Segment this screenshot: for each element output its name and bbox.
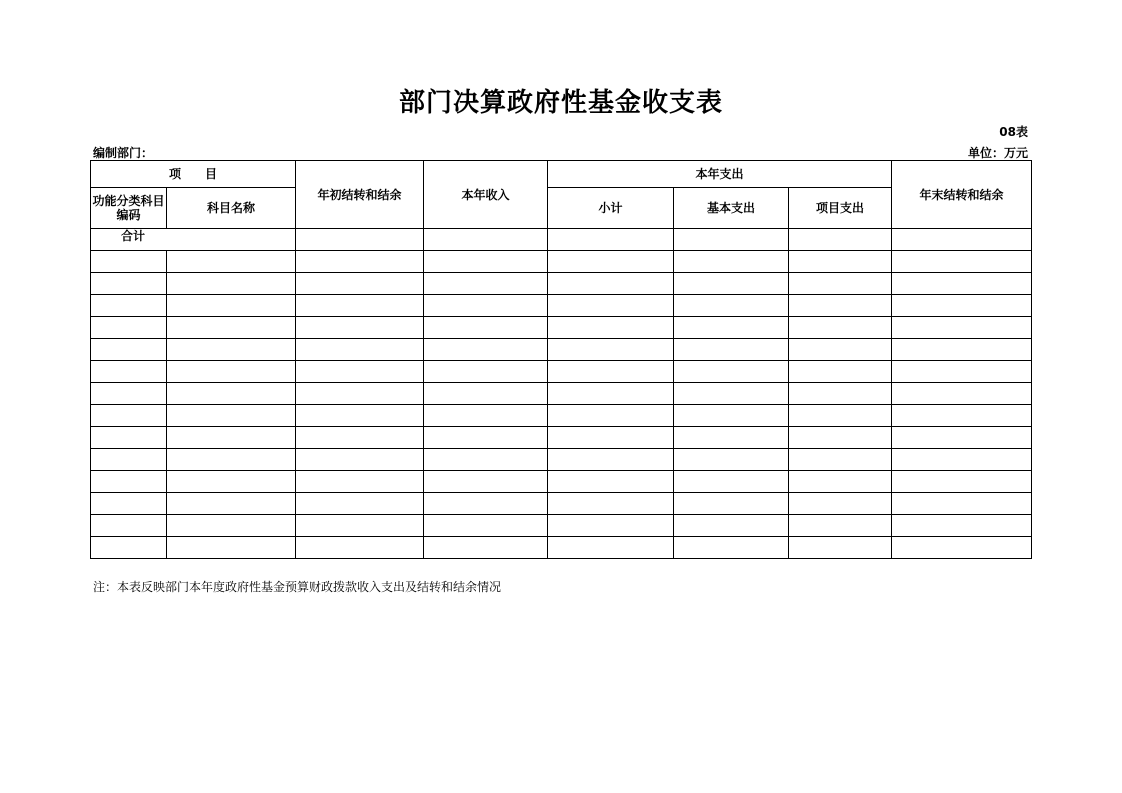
table-cell[interactable]: [167, 295, 296, 317]
table-cell[interactable]: [167, 361, 296, 383]
table-row: [91, 317, 1032, 339]
table-cell[interactable]: [296, 251, 424, 273]
table-cell[interactable]: [892, 471, 1032, 493]
table-cell[interactable]: [167, 537, 296, 559]
table-cell[interactable]: [892, 427, 1032, 449]
table-row: [91, 251, 1032, 273]
table-cell[interactable]: [424, 317, 548, 339]
table-cell[interactable]: [167, 515, 296, 537]
table-cell[interactable]: [296, 537, 424, 559]
table-cell[interactable]: [674, 383, 789, 405]
table-cell[interactable]: [548, 537, 674, 559]
header-func-code: 功能分类科目编码: [91, 188, 167, 229]
table-cell[interactable]: [892, 229, 1032, 251]
table-cell[interactable]: [424, 251, 548, 273]
table-cell[interactable]: [674, 295, 789, 317]
table-cell[interactable]: [167, 339, 296, 361]
table-cell[interactable]: [789, 361, 892, 383]
table-cell[interactable]: [296, 405, 424, 427]
table-cell[interactable]: [296, 361, 424, 383]
header-income: 本年收入: [424, 161, 548, 229]
table-cell[interactable]: [91, 273, 167, 295]
table-cell[interactable]: [296, 317, 424, 339]
table-cell[interactable]: [548, 273, 674, 295]
table-cell[interactable]: [296, 427, 424, 449]
table-cell[interactable]: [789, 339, 892, 361]
table-cell[interactable]: [674, 361, 789, 383]
table-cell[interactable]: [424, 427, 548, 449]
table-cell[interactable]: [674, 339, 789, 361]
table-cell[interactable]: [548, 405, 674, 427]
table-row: [91, 273, 1032, 295]
header-subject-name: 科目名称: [167, 188, 296, 229]
total-row: [91, 229, 1032, 251]
table-cell[interactable]: [548, 361, 674, 383]
table-row: [91, 339, 1032, 361]
table-row: [91, 493, 1032, 515]
table-cell[interactable]: [424, 449, 548, 471]
table-cell[interactable]: [296, 273, 424, 295]
table-cell[interactable]: [789, 427, 892, 449]
table-row: [91, 295, 1032, 317]
header-begin-balance: 年初结转和结余: [296, 161, 424, 229]
table-cell[interactable]: [892, 449, 1032, 471]
table-cell[interactable]: [892, 383, 1032, 405]
table-cell[interactable]: [789, 251, 892, 273]
table-cell[interactable]: [789, 515, 892, 537]
table-cell[interactable]: [91, 361, 167, 383]
table-cell[interactable]: [424, 295, 548, 317]
footnote: 注：本表反映部门本年度政府性基金预算财政拨款收入支出及结转和结余情况: [93, 580, 502, 594]
table-cell[interactable]: [91, 295, 167, 317]
table-cell[interactable]: [91, 339, 167, 361]
fund-table: [90, 160, 1032, 559]
header-expense: 本年支出: [548, 161, 892, 188]
department-label: 编制部门：: [93, 146, 154, 160]
table-cell[interactable]: [548, 471, 674, 493]
table-cell[interactable]: [91, 493, 167, 515]
table-cell[interactable]: [296, 493, 424, 515]
table-cell[interactable]: [424, 229, 548, 251]
table-row: [91, 471, 1032, 493]
table-cell[interactable]: [789, 537, 892, 559]
form-number: 08表: [999, 125, 1028, 139]
table-cell[interactable]: [91, 317, 167, 339]
table-cell[interactable]: [167, 383, 296, 405]
table-cell[interactable]: [167, 251, 296, 273]
table-row: [91, 515, 1032, 537]
table-cell[interactable]: [892, 273, 1032, 295]
table-cell[interactable]: [789, 471, 892, 493]
table-cell[interactable]: [548, 383, 674, 405]
table-cell[interactable]: [892, 361, 1032, 383]
table-cell[interactable]: [674, 251, 789, 273]
table-cell[interactable]: [91, 537, 167, 559]
table-cell[interactable]: [674, 405, 789, 427]
table-cell[interactable]: [674, 449, 789, 471]
table-cell[interactable]: [91, 515, 167, 537]
table-cell[interactable]: [548, 317, 674, 339]
table-cell[interactable]: [892, 317, 1032, 339]
unit-label: 单位：万元: [967, 146, 1028, 160]
table-cell[interactable]: [91, 449, 167, 471]
table-cell[interactable]: [424, 339, 548, 361]
table-cell[interactable]: [789, 273, 892, 295]
header-project-expense: 项目支出: [789, 188, 892, 229]
total-label: 合计: [91, 229, 296, 251]
table-cell[interactable]: [167, 449, 296, 471]
table-row: [91, 383, 1032, 405]
table-cell[interactable]: [548, 251, 674, 273]
table-cell[interactable]: [167, 405, 296, 427]
table-cell[interactable]: [548, 229, 674, 251]
table-cell[interactable]: [296, 229, 424, 251]
table-cell[interactable]: [424, 515, 548, 537]
table-cell[interactable]: [789, 449, 892, 471]
table-cell[interactable]: [167, 427, 296, 449]
table-cell[interactable]: [548, 427, 674, 449]
table-cell[interactable]: [424, 493, 548, 515]
table-cell[interactable]: [789, 295, 892, 317]
header-basic-expense: 基本支出: [674, 188, 789, 229]
page-title: 部门决算政府性基金收支表: [398, 88, 723, 118]
table-cell[interactable]: [424, 537, 548, 559]
table-cell[interactable]: [674, 471, 789, 493]
table-cell[interactable]: [91, 427, 167, 449]
table-cell[interactable]: [296, 515, 424, 537]
table-cell[interactable]: [91, 251, 167, 273]
table-cell[interactable]: [789, 317, 892, 339]
table-cell[interactable]: [892, 251, 1032, 273]
table-cell[interactable]: [91, 405, 167, 427]
table-cell[interactable]: [674, 515, 789, 537]
table-cell[interactable]: [548, 295, 674, 317]
table-cell[interactable]: [892, 295, 1032, 317]
table-cell[interactable]: [167, 273, 296, 295]
table-cell[interactable]: [91, 471, 167, 493]
table-cell[interactable]: [892, 493, 1032, 515]
table-cell[interactable]: [674, 427, 789, 449]
table-cell[interactable]: [424, 273, 548, 295]
table-cell[interactable]: [91, 383, 167, 405]
table-row: [91, 537, 1032, 559]
table-row: [91, 361, 1032, 383]
table-row: [91, 449, 1032, 471]
table-cell[interactable]: [789, 383, 892, 405]
table-cell[interactable]: [789, 229, 892, 251]
header-subtotal: 小计: [548, 188, 674, 229]
table-cell[interactable]: [674, 493, 789, 515]
table-cell[interactable]: [296, 295, 424, 317]
table-cell[interactable]: [674, 537, 789, 559]
table-cell[interactable]: [296, 339, 424, 361]
table-cell[interactable]: [548, 449, 674, 471]
table-cell[interactable]: [167, 317, 296, 339]
table-cell[interactable]: [892, 339, 1032, 361]
table-cell[interactable]: [424, 361, 548, 383]
table-cell[interactable]: [167, 471, 296, 493]
table-cell[interactable]: [789, 493, 892, 515]
table-cell[interactable]: [674, 273, 789, 295]
table-cell[interactable]: [548, 515, 674, 537]
table-row: [91, 427, 1032, 449]
table-cell[interactable]: [296, 383, 424, 405]
table-cell[interactable]: [548, 493, 674, 515]
table-cell[interactable]: [674, 229, 789, 251]
table-cell[interactable]: [892, 515, 1032, 537]
table-cell[interactable]: [424, 471, 548, 493]
header-item: 项 目: [91, 161, 296, 188]
header-end-balance: 年末结转和结余: [892, 161, 1032, 229]
table-row: [91, 405, 1032, 427]
table-cell[interactable]: [674, 317, 789, 339]
table-cell[interactable]: [296, 471, 424, 493]
table-cell[interactable]: [892, 537, 1032, 559]
table-cell[interactable]: [167, 493, 296, 515]
table-cell[interactable]: [424, 405, 548, 427]
table-cell[interactable]: [789, 405, 892, 427]
table-cell[interactable]: [548, 339, 674, 361]
table-cell[interactable]: [424, 383, 548, 405]
table-cell[interactable]: [296, 449, 424, 471]
table-cell[interactable]: [892, 405, 1032, 427]
